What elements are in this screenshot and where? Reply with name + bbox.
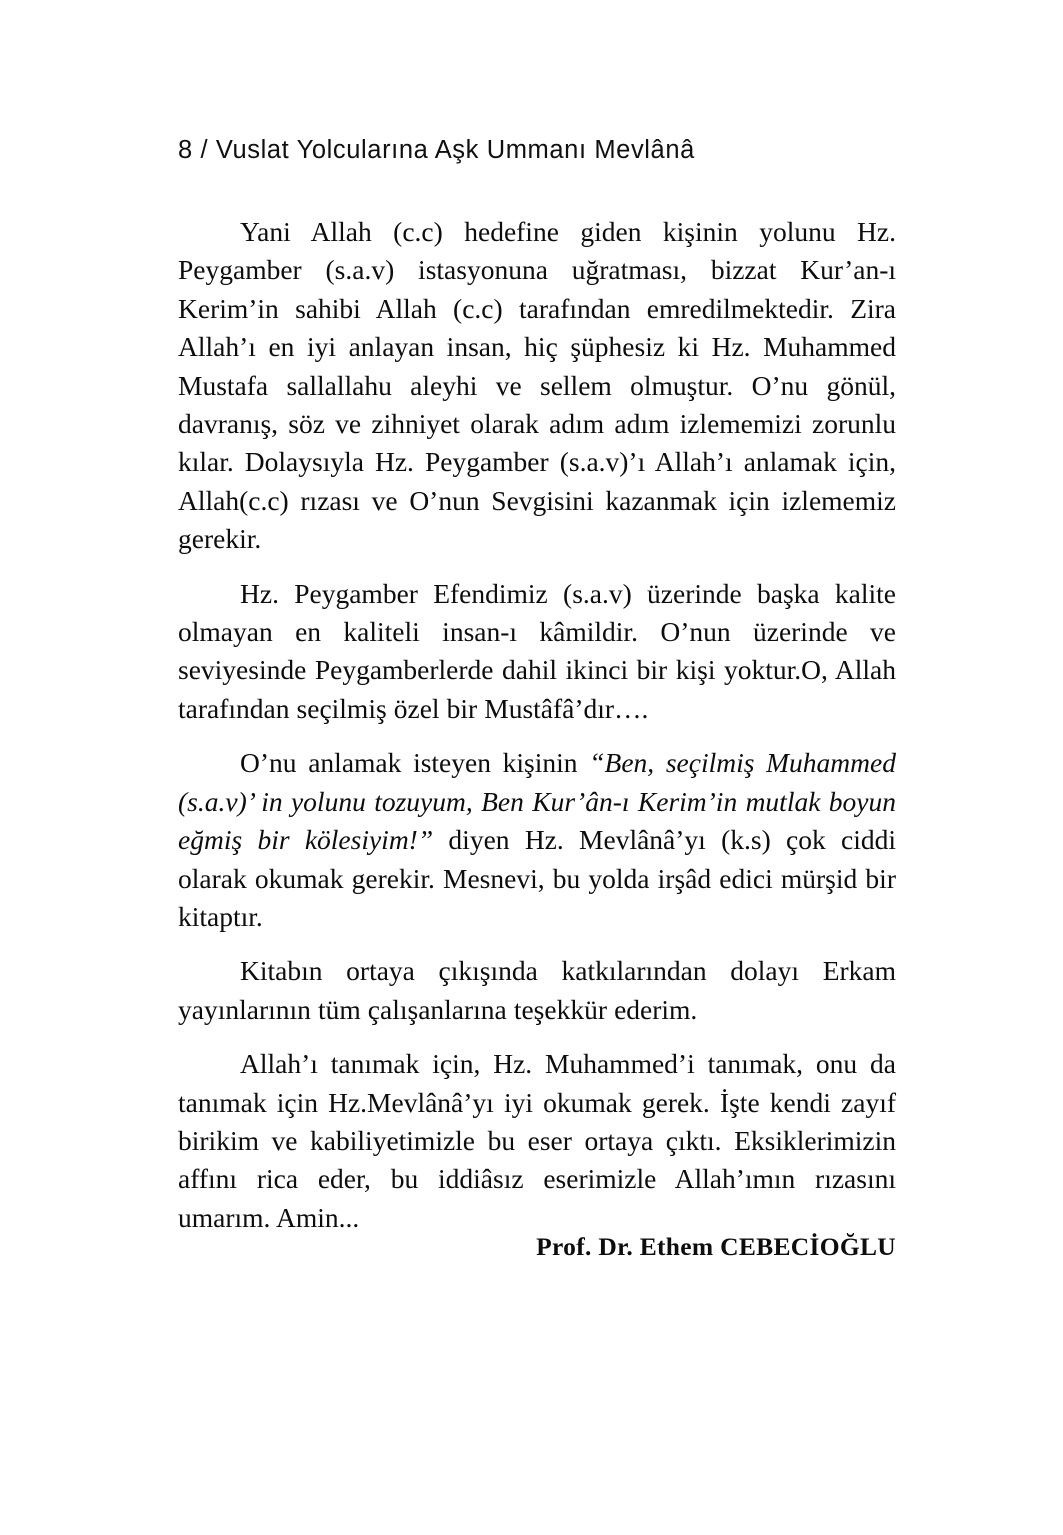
running-header: 8 / Vuslat Yolcularına Aşk Ummanı Mevlânâ: [178, 136, 695, 164]
paragraph-2: Hz. Peygamber Efendimiz (s.a.v) üzerinde başka kalite olmayan en kaliteli insan-ı kâmildir. O’nun üzerinde ve seviyesinde Peygamberlerde dahil ikinci bir kişi yoktur.O, Allah tarafından seçilmiş özel bir Mustâfâ’dır….: [178, 577, 896, 724]
mevlana-quotation: “Ben, seçilmiş Muhammed (s.a.v)’ in yolunu tozuyum, Ben Kur’ân-ı Kerim’in mutlak boyun eğmiş bir kölesiyim!”: [178, 747, 896, 856]
author-signature: Prof. Dr. Ethem CEBECİOĞLU: [536, 1232, 896, 1261]
paragraph-3-lead-text: O’nu anlamak isteyen kişinin: [240, 747, 590, 779]
body-text-block: [178, 213, 896, 1237]
paragraph-3: [178, 744, 896, 936]
paragraph-5: Allah’ı tanımak için, Hz. Muhammed’i tanımak, onu da tanımak için Hz.Mevlânâ’yı iyi okumak gerek. İşte kendi zayıf birikim ve kabiliyetimizle bu eser ortaya çıktı. Eksiklerimizin affını rica eder, bu iddiâsız eserimizle Allah’ımın rızasını umarım. Amin...: [178, 1048, 896, 1233]
paragraph-3-tail-text: diyen Hz. Mevlânâ’yı (k.s) çok ciddi olarak okumak gerekir. Mesnevi, bu yolda irşâd edici mürşid bir kitaptır.: [178, 824, 896, 932]
paragraph-4: Kitabın ortaya çıkışında katkılarından dolayı Erkam yayınlarının tüm çalışanlarına teşekkür ederim.: [178, 955, 896, 1025]
paragraph-1: Yani Allah (c.c) hedefine giden kişinin yolunu Hz. Peygamber (s.a.v) istasyonuna uğratması, bizzat Kur’an-ı Kerim’in sahibi Allah (c.c) tarafından emredilmektedir. Zira Allah’ı en iyi anlayan insan, hiç şüphesiz ki Hz. Muhammed Mustafa sallallahu aleyhi ve sellem olmuştur. O’nu gönül, davranış, söz ve zihniyet olarak adım adım izlememizi zorunlu kılar. Dolaysıyla Hz. Peygamber (s.a.v)’ı Allah’ı anlamak için, Allah(c.c) rızası ve O’nun Sevgisini kazanmak için izlememiz gerekir.: [178, 216, 896, 555]
